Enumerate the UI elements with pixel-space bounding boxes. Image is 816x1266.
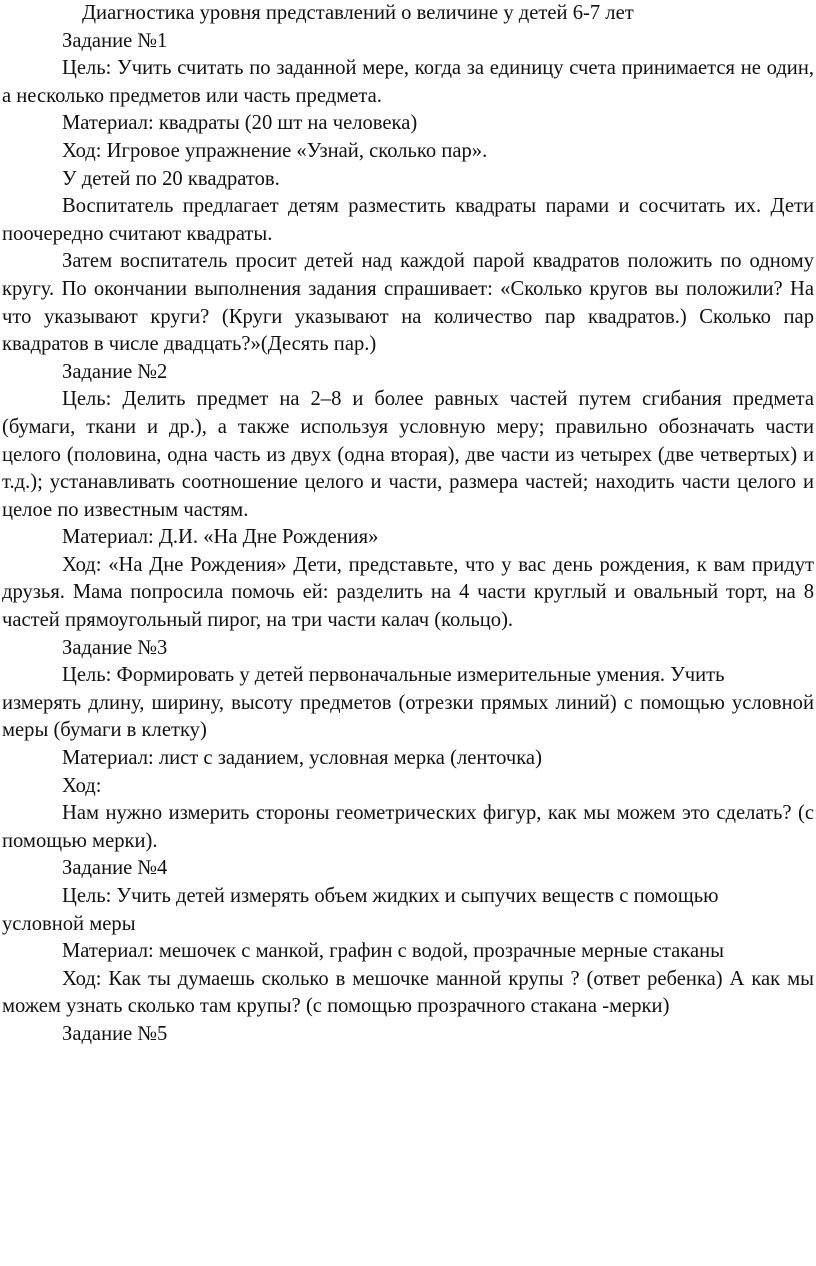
task-1-paragraph: У детей по 20 квадратов.: [62, 167, 280, 190]
task-3-material: Материал: лист с заданием, условная мерка (ленточка): [62, 747, 542, 770]
task-2-material: Материал: Д.И. «На Дне Рождения»: [62, 526, 379, 549]
task-1-procedure: Ход: Игровое упражнение «Узнай, сколько пар».: [62, 139, 488, 162]
task-5-heading: Задание №5: [62, 1022, 168, 1045]
task-3-paragraph: Нам нужно измерить стороны геометрических фигур, как мы можем это сделать? (с помощью мерки).: [2, 802, 814, 852]
task-4-procedure: Ход: Как ты думаешь сколько в мешочке манной крупы ? (ответ ребенка) А как мы можем узнать сколько там крупы? (с помощью прозрачного стакана -мерки): [2, 967, 814, 1018]
task-3-heading: Задание №3: [62, 636, 168, 659]
task-4-goal-continuation: условной меры: [2, 912, 136, 935]
task-1-paragraph: Воспитатель предлагает детям разместить квадраты парами и сосчитать их. Дети поочередно считают квадраты.: [2, 195, 814, 245]
task-2-goal: Цель: Делить предмет на 2–8 и более равных частей путем сгибания предмета (бумаги, ткани и др.), а также используя условную меру; правильно обозначать части целого (половина, одна часть из двух (одна вторая), две части из четырех (две четвертых) и т.д.); устанавливать соотношение целого и части, размера частей; находить части целого и целое по известным частям.: [2, 388, 814, 521]
task-1-paragraph: Затем воспитатель просит детей над каждой парой квадратов положить по одному кругу. По окончании выполнения задания спрашивает: «Сколько кругов вы положили? На что указывают круги? (Круги указывают на количество пар квадратов.) Сколько пар квадратов в числе двадцать?»(Десять пар.): [2, 250, 814, 356]
task-4-heading: Задание №4: [62, 857, 168, 880]
task-1-material: Материал: квадраты (20 шт на человека): [62, 112, 418, 135]
task-3-goal: Цель: Формировать у детей первоначальные измерительные умения. Учить: [62, 664, 725, 687]
task-2-heading: Задание №2: [62, 360, 168, 383]
task-3-procedure: Ход:: [62, 774, 102, 797]
document-title: Диагностика уровня представлений о величине у детей 6-7 лет: [82, 2, 634, 24]
task-2-procedure: Ход: «На Дне Рождения» Дети, представьте, что у вас день рождения, к вам придут друзья. Мама попросила помочь ей: разделить на 4 части круглый и овальный торт, на 8 частей прямоугольный пирог, на три части калач (кольцо).: [2, 553, 814, 632]
task-4-goal: Цель: Учить детей измерять объем жидких и сыпучих веществ с помощью: [62, 885, 719, 907]
task-3-goal-continuation: измерять длину, ширину, высоту предметов (отрезки прямых линий) с помощью условной меры (бумаги в клетку): [2, 691, 814, 742]
task-1-heading: Задание №1: [62, 29, 168, 52]
task-1-goal: Цель: Учить считать по заданной мере, когда за единицу счета принимается не один, а несколько предметов или часть предмета.: [2, 57, 814, 107]
task-4-material: Материал: мешочек с манкой, графин с водой, прозрачные мерные стаканы: [62, 940, 724, 963]
